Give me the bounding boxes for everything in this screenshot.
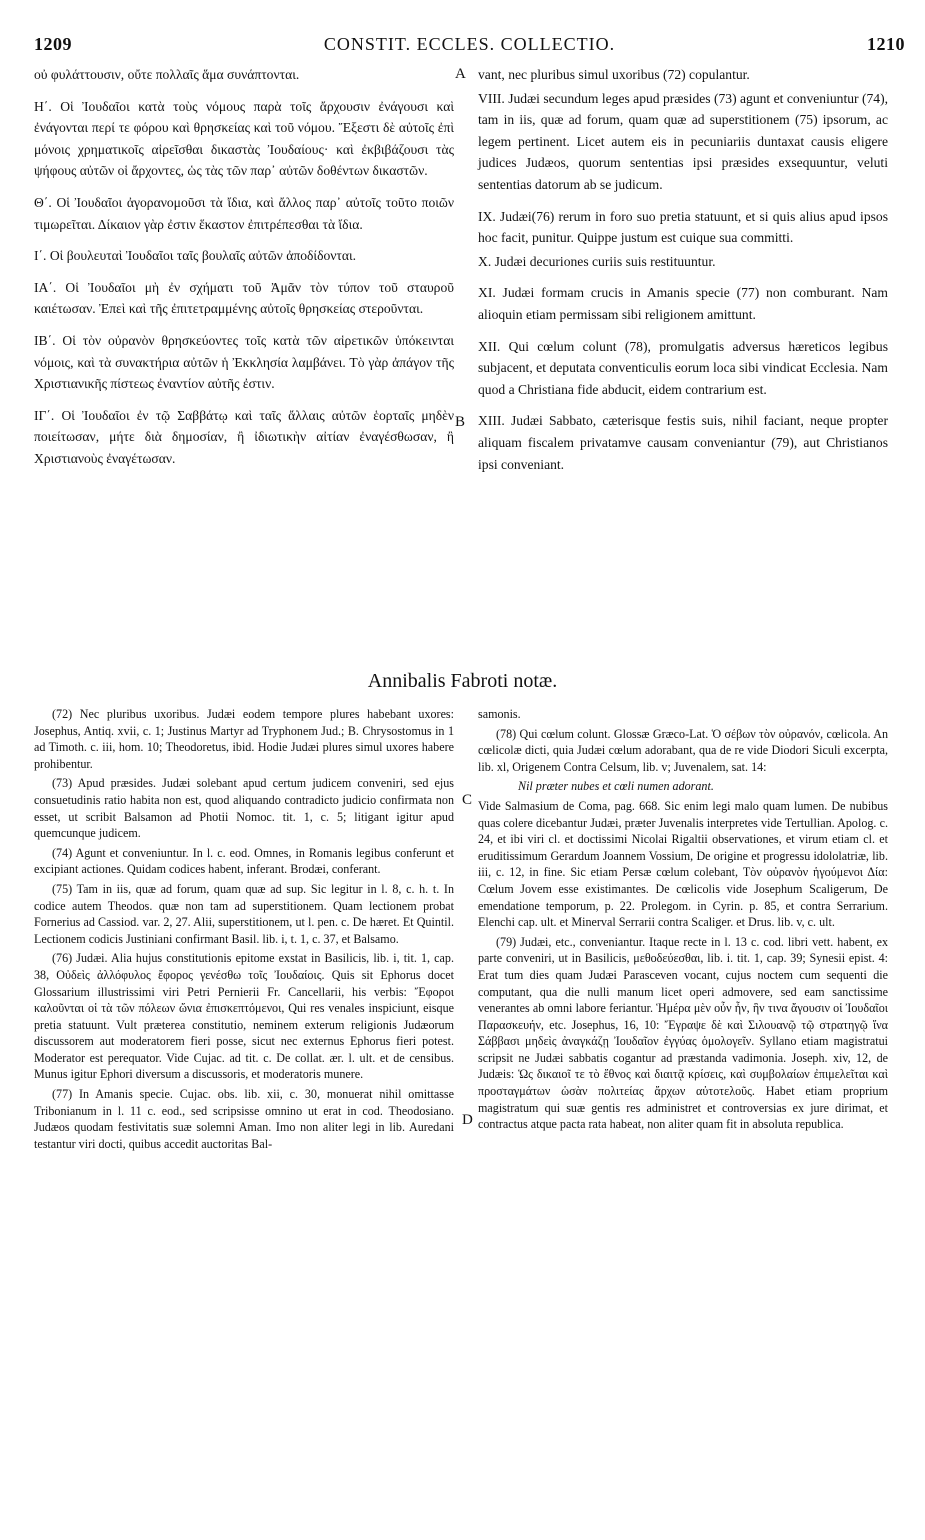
notes-right-column bbox=[478, 706, 888, 1136]
note-73: (73) Apud præsides. Judæi solebant apud certum judicem conveniri, sed ejus consuetudinis ratio habita non est, quod aliquando contradicto judicio confirmata non esset, ut scribit Balsamon ad Photii Nomoc. tit. 1, c. 5; litigant igitur apud quemcunque judicem. bbox=[34, 776, 454, 841]
note-76: (76) Judæi. Alia hujus constitutionis epitome exstat in Basilicis, lib. i, tit. 1, cap. 38, Οὐδεὶς ἀλλόφυλος ἔφορος γενέσθω τοῖς Ἰουδαίοις. Quis sit Ephorus docet Glossarium illustrissimi viri Petri Pernierii Fr. Cancellarii, his verbis: Ἔφοροι καλοῦνται οἱ τὰ τῶν πόλεων ὤνια ἐπισκεπτόμενοι, Qui res venales inspiciunt, eisque pretia statuunt. Vult præterea constitutio, neminem exterum religionis Judæorum discussorem aut moderatorem fieri posse, sicut nec externus Ephorus fieri potest. Moderator est perequator. Vide Cujac. ad tit. c. De collat. ær. l. ult. et de censibus. Munus igitur Ephori diversum a discussoris, et moderatoris munere. bbox=[34, 951, 454, 1082]
page-number-right: 1210 bbox=[867, 34, 905, 54]
note-75: (75) Tam in iis, quæ ad forum, quam quæ ad sup. Sic legitur in l. 8, c. h. t. In codice autem Theodos. quæ non tam ad superstitionem. Quam lectionem probat Fornerius ad Cassiod. var. 2, 27. Alii, superstitionem, ut l. pen. c. De hæret. Et Quintil. Lectionem codicis Justiniani confirmant Basil. lib. i, t. 1, c. 37, et Balsamo. bbox=[34, 881, 454, 946]
running-title: CONSTIT. ECCLES. COLLECTIO. bbox=[323, 34, 616, 54]
latin-paragraph: vant, nec pluribus simul uxoribus (72) copulantur. bbox=[478, 67, 750, 82]
note-78-quotation: Nil præter nubes et cœli numen adorant. bbox=[518, 779, 714, 794]
latin-column bbox=[478, 64, 888, 485]
greek-paragraph: Θ΄. Οἱ Ἰουδαῖοι ἀγορανομοῦσι τὰ ἴδια, καὶ ἄλλος παρ᾽ αὐτοῖς τοῦτο ποιῶν τιμωρεῖται. Δίκαιον γὰρ ἐστιν ἕκαστον ἐπιτρέπεσθαι τὰ ἴδια. bbox=[34, 194, 454, 232]
greek-paragraph: ΙΑ΄. Οἱ Ἰουδαῖοι μὴ ἐν σχήματι τοῦ Ἀμᾶν τὸν τύπον τοῦ σταυροῦ καιέτωσαν. Ἐπεὶ καὶ τῆς ἐπιτετραμμένης αὐτοῖς θρησκείας στεροῦνται. bbox=[34, 279, 454, 317]
margin-letter-a: A bbox=[455, 66, 466, 82]
greek-column bbox=[34, 64, 454, 480]
running-head bbox=[34, 34, 905, 58]
latin-paragraph: X. Judæi decuriones curiis suis restituuntur. bbox=[478, 253, 716, 269]
margin-letter-c: C bbox=[462, 792, 473, 808]
notes-heading: Annibalis Fabroti notæ. bbox=[367, 670, 558, 692]
latin-paragraph: IX. Judæi(76) rerum in foro suo pretia statuunt, et si quis alius apud ipsos hoc facit, punitur. Quippe justum est cuique sua committi. bbox=[478, 208, 888, 246]
latin-paragraph: VIII. Judæi secundum leges apud præsides (73) agunt et conveniuntur (74), tam in iis, quæ ad forum, quam quæ ad superstitionem (75) ipsorum, ac legem pertinent. Licet autem eis in pecuniariis duntaxat causis eligere judices Judæos, quorum sententias ipsi præsides exsequuntur, veluti sententias datorum ab se judicum. bbox=[478, 90, 888, 192]
note-77: (77) In Amanis specie. Cujac. obs. lib. xii, c. 30, monuerat nihil omittasse Tribonianum in l. 11 c. eod., sed scripsisse omnino ut erat in cod. Theodosiano. Judæos quodam festivitatis suæ solemni Aman. Imo non aliter legi in lib. Auredani testantur viri docti, quibus accedit auctoritas Bal- bbox=[34, 1087, 454, 1151]
latin-paragraph: XIII. Judæi Sabbato, cæterisque festis suis, nihil faciant, neque propter aliquam fiscalem privatamve causam conveniantur (79), aut Christianos ipsi conveniant. bbox=[478, 413, 888, 472]
note-72: (72) Nec pluribus uxoribus. Judæi eodem tempore plures habebant uxores: Josephus, Antiq. xvii, c. 1; Justinus Martyr ad Tryphonem Jud.; B. Chrysostomus in 1 ad Timoth. c. iii, hom. 10; Theodoretus, ibid. Hodie Judæi plures simul uxores habere prohibentur. bbox=[34, 707, 454, 771]
greek-paragraph: οὐ φυλάττουσιν, οὔτε πολλαῖς ἅμα συνάπτονται. bbox=[34, 67, 300, 82]
note-78: (78) Qui cœlum colunt. Glossæ Græco-Lat. Ὁ σέβων τὸν οὐρανόν, cœlicola. An cœlicolæ dicti, quia Judæi cœlum adorabant, qua de re vide Diodori Siculi excerpta, lib. xl, Origenem Contra Celsum, lib. v; Juvenalem, sat. 14: bbox=[478, 726, 888, 774]
latin-paragraph: XII. Qui cœlum colunt (78), promulgatis adversus hæreticos legibus subjacent, et deputata conventiculis eorum loca sibi vindicat Ecclesia. Nam quod a Christiana fide abducit, eidem contrarium est. bbox=[478, 338, 888, 397]
note-77-continued: samonis. bbox=[478, 707, 521, 721]
greek-paragraph: ΙΓ΄. Οἱ Ἰουδαῖοι ἐν τῷ Σαββάτῳ καὶ ταῖς ἄλλαις αὐτῶν ἑορταῖς μηδὲν ποιείτωσαν, μήτε διὰ δημοσίαν, ἢ ἰδιωτικὴν αἰτίαν ἐναγέσθωσαν, ἢ Χριστιανοὺς ἐναγέτωσαν. bbox=[34, 407, 454, 466]
notes-left-column bbox=[34, 706, 454, 1155]
greek-paragraph: Ι΄. Οἱ βουλευταὶ Ἰουδαῖοι ταῖς βουλαῖς αὐτῶν ἀποδίδονται. bbox=[34, 248, 357, 264]
greek-paragraph: Η΄. Οἱ Ἰουδαῖοι κατὰ τοὺς νόμους παρὰ τοῖς ἄρχουσιν ἐνάγουσι καὶ ἐνάγονται περί τε φόρου καὶ θρησκείας καὶ τοῦ νόμου. Ἔξεστι δὲ αὐτοῖς ἐπὶ μόνοις χρηματικοῖς αἱρεῖσθαι δικαστὰς Ἰουδαίους· καὶ ἐκβιβάζουσι τὰς ψήφους αὐτῶν οἱ ἄρχοντες, ὡς τὰς τῶν παρ᾽ αὐτῶν δοθέντων δικαστῶν. bbox=[34, 98, 454, 179]
page-number-left: 1209 bbox=[34, 34, 72, 54]
note-79: (79) Judæi, etc., conveniantur. Itaque recte in l. 13 c. cod. libri vett. habent, ex parte conveniri, ut in Basilicis, μεθοδεύεσθαι, lib. i. tit. 1, cap. 39; Synesii epist. 4: Erat tum dies quam Judæi Parasceven vocant, cujus noctem cum sequenti die computant, qua die nulli manum licet operi admovere, sed eam sanctissime venerantes ab omni labore feriantur. Ἡμέρα μὲν οὖν ἦν, ἣν τινα ἄγουσιν οἱ Ἰουδαῖοι Παρασκευήν, etc. Josephus, 16, 10: Ἔγραψε δὲ καὶ Σιλουανῷ τῷ στρατηγῷ ἵνα Σάββασι μηδεὶς ἀναγκάζῃ Ἰουδαῖον ἐγγύας ὁμολογεῖν. Syllano etiam magistratui scripsit ne Judæi sabbatis cogantur ad præstanda vadimonia. Joseph. xiv, 12, de Judæis: Ὡς δικαιοῖ τε τὸ ἔθνος καὶ διαιτᾷ κρίσεις, καὶ συμβολαίων ἐπιμελεῖται καὶ προσταγμάτων ὡσὰν πολιτείας ἄρχων αὐτοτελοῦς. Habet etiam proprium magistratum qui suæ gentis res administret et controversias ex jure dirimat, et contractus atque pacta rata habeat, non aliter quam fit in absoluta republica. bbox=[478, 934, 888, 1132]
greek-paragraph: ΙΒ΄. Οἱ τὸν οὐρανὸν θρησκεύοντες τοῖς κατὰ τῶν αἱρετικῶν ὑπόκεινται νόμοις, καὶ τὰ συνακτήρια αὐτῶν ἡ Ἐκκλησία λαμβάνει. Τὸ γὰρ ἀπάγον τῆς Χριστιανικῆς πίστεως ἐναντίον αὐτῆς ἐστιν. bbox=[34, 332, 454, 392]
note-78-continued: Vide Salmasium de Coma, pag. 668. Sic enim legi malo quam lumen. De nubibus quas colere dicebantur Judæi, præter Juvenalis interpretes vide Tertullian. Apolog. c. 24, et ibi viri cl. et doctissimi Nicolai Rigaltii observationes, et virum etiam cl. et eruditissimum Gerardum Joannem Vossium, De origine et progressu idololatriæ, lib. iii, c. 12, in fine. Sic etiam Persæ cœlum colebant, Τὸν οὐρανὸν ἡγούμενοι Δία: Cœlum Jovem esse existimantes. De cœlicolis vide Josephum Scaligerum, De emendatione temporum, p. 22. Prolegom. in Cyrin. p. 85, et contra Serrarium. Elenchi cap. ult. et Minerval Serrarii contra Scaliger. et Drus. lib. v, c. ult. bbox=[478, 798, 888, 930]
latin-paragraph: XI. Judæi formam crucis in Amanis specie (77) non comburant. Nam alioquin etiam permissam sibi religionem amittunt. bbox=[478, 285, 888, 322]
margin-letter-d: D bbox=[462, 1112, 473, 1128]
margin-letter-b: B bbox=[455, 414, 466, 430]
note-74: (74) Agunt et conveniuntur. In l. c. eod. Omnes, in Romanis legibus conferunt et excipiant actiones. Quidam codices habent, inferant. Brodæi, conferant. bbox=[34, 845, 454, 877]
